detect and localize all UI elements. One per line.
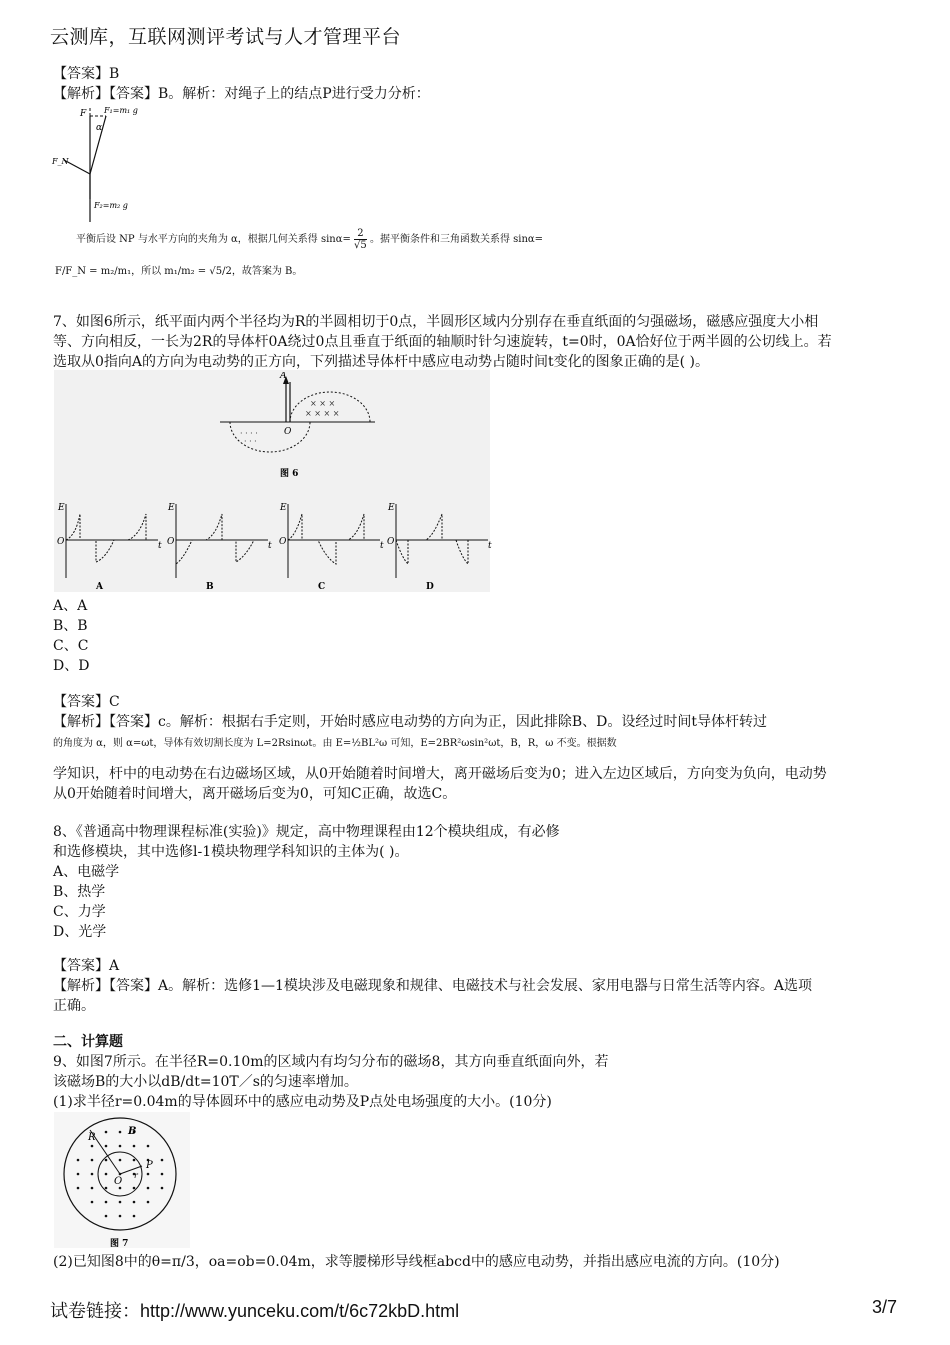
field-dot [133,1201,136,1204]
graph-D-axis-E: E [388,503,395,513]
label-F1: F₁=m₁ g [104,106,138,115]
fig7-label-O: O [114,1176,123,1187]
graph-D-curve [396,514,468,564]
field-dot [119,1187,122,1190]
field-dot [105,1145,108,1148]
field-dot [105,1173,108,1176]
q7-option-c: C、C [53,638,89,654]
page-number: 3/7 [872,1297,898,1317]
field-dot [119,1201,122,1204]
q7-analysis-1: 【解析】【答案】c。解析：根据右手定则，开始时感应电动势的方向为正，因此排除B、D。设经过时间t导体杆转过 [53,714,767,730]
svg-text:× × ×: × × × [310,399,336,408]
q6-eq-line2: F/F_N = m₂/m₁，所以 m₁/m₂ = √5/2，故答案为 B。 [55,266,303,277]
force-diagram [50,104,170,224]
fig7-label-R: R [88,1132,96,1143]
footer-link-label: 试卷链接： [50,1301,140,1321]
field-dot [133,1187,136,1190]
field-dot [105,1159,108,1162]
fig6-label-A: A [280,372,287,381]
graph-B-label: B [206,582,214,592]
q8-option-b: B、热学 [53,884,106,900]
field-dot [119,1131,122,1134]
graph-A-axis-O: O [57,537,65,547]
field-dot [105,1187,108,1190]
graph-D-label: D [426,582,434,592]
graph-D-axis-O: O [387,537,395,547]
q8-analysis-2: 正确。 [53,998,95,1014]
graph-B-curve [176,514,254,564]
q8-analysis-1: 【解析】【答案】A。解析：选修1—1模块涉及电磁现象和规律、电磁技术与社会发展、家用电器与日常生活等内容。A选项 [53,978,813,994]
field-dot [105,1215,108,1218]
field-dot [161,1173,164,1176]
field-dot [91,1159,94,1162]
graph-B-axis-O: O [167,537,175,547]
field-dot [119,1215,122,1218]
q9-stem-1: 9、如图7所示。在半径R=0.10m的区域内有均匀分布的磁场8，其方向垂直纸面向外，若 [53,1054,609,1070]
q9-part-1: (1)求半径r=0.04m的导体圆环中的感应电动势及P点处电场强度的大小。(10分) [53,1094,552,1110]
field-dot [77,1187,80,1190]
q8-stem-1: 8、《普通高中物理课程标准(实验)》规定，高中物理课程由12个模块组成，有必修 [53,824,560,840]
q8-answer: 【答案】A [53,958,120,974]
label-F2: F₂=m₂ g [94,201,128,210]
graph-C-curve [288,514,364,564]
q9-part-2: (2)已知图8中的θ=π/3，oa=ob=0.04m，求等腰梯形导线框abcd中的感应电动势，并指出感应电流的方向。(10分) [53,1254,780,1270]
field-dot [133,1145,136,1148]
footer-link[interactable] [50,1297,459,1323]
q7-option-b: B、B [53,618,88,634]
field-dot [119,1159,122,1162]
fig7-caption: 图 7 [110,1239,129,1249]
svg-text:· · · ·: · · · · [240,429,258,438]
field-dot [77,1173,80,1176]
q8-option-a: A、电磁学 [53,864,120,880]
label-F: F [80,109,87,119]
field-dot [91,1201,94,1204]
field-dot [91,1145,94,1148]
field-dot [91,1187,94,1190]
field-dot [161,1159,164,1162]
graph-A-axis-t: t [158,541,162,551]
field-dot [133,1215,136,1218]
field-dot [147,1173,150,1176]
q7-stem-3: 选取从0指向A的方向为电动势的正方向，下列描述导体杆中感应电动势占随时间t变化的图象正确的是( )。 [53,354,710,370]
q7-stem-1: 7、如图6所示，纸平面内两个半径均为R的半圆相切于0点，半圆形区域内分别存在垂直纸面的匀强磁场，磁感应强度大小相 [53,314,819,330]
field-dot [147,1145,150,1148]
field-dot [119,1145,122,1148]
fig7-label-r: r [134,1171,138,1180]
label-alpha: α [96,123,103,133]
q7-analysis-3: 学知识，杆中的电动势在右边磁场区域，从0开始随着时间增大，离开磁场后变为0；进入左边区域后，方向变为负向，电动势 [53,766,827,782]
field-dot [119,1173,122,1176]
q8-options [53,862,119,942]
q7-option-d: D、D [53,658,90,674]
graph-C-axis-t: t [380,541,384,551]
graph-A-label: A [96,582,103,592]
q7-options [53,596,89,676]
q7-stem-2: 等、方向相反，一长为2R的导体杆0A绕过0点且垂直于纸面的轴顺时针匀速旋转，t=0时，0A恰好位于两半圆的公切线上。若 [53,334,832,350]
fig7-label-P: P [146,1160,153,1171]
field-dot [147,1187,150,1190]
fig6-label-O: O [284,427,292,437]
q8-option-c: C、力学 [53,904,106,920]
graph-B-axis-E: E [168,503,175,513]
graph-C-axis-O: O [279,537,287,547]
label-FN: F_N [52,157,69,166]
q6-analysis: 【解析】【答案】B。解析：对绳子上的结点P进行受力分析： [53,86,430,102]
graph-A-axis-E: E [58,503,65,513]
q7-option-a: A、A [53,598,88,614]
field-dot [161,1187,164,1190]
field-dot [133,1159,136,1162]
graph-A-curve [66,514,146,562]
graph-B-axis-t: t [268,541,272,551]
figure-7 [54,1112,194,1252]
q9-stem-2: 该磁场B的大小以dB/dt=10T／s的匀速率增加。 [53,1074,358,1090]
q8-stem-2: 和选修模块，其中选修l-1模块物理学科知识的主体为( )。 [53,844,409,860]
field-dot [77,1159,80,1162]
field-dot [105,1201,108,1204]
graph-C-axis-E: E [280,503,287,513]
q7-analysis-2: 的角度为 α，则 α=ωt，导体有效切割长度为 L=2Rsinωt。由 E=½BL²ω 可知，E=2BR²ωsin²ωt，B，R，ω 不变。根据数 [53,738,617,749]
field-dot [91,1173,94,1176]
svg-text:· · ·: · · · [244,437,257,446]
q7-analysis-4: 从0开始随着时间增大，离开磁场后变为0，可知C正确，故选C。 [53,786,457,802]
q7-answer: 【答案】C [53,694,120,710]
section-2-title: 二、计算题 [53,1034,123,1050]
fig7-label-B: B [128,1126,137,1137]
q6-answer: 【答案】B [53,66,120,82]
figure-6-graphs [54,500,494,592]
svg-text:× × × ×: × × × × [305,409,340,418]
footer-link-url[interactable]: http://www.yunceku.com/t/6c72kbD.html [140,1301,460,1321]
graph-C-label: C [318,582,326,592]
graph-D-axis-t: t [488,541,492,551]
q8-option-d: D、光学 [53,924,107,940]
fig6-caption: 图 6 [280,469,299,479]
page-header-title: 云测库，互联网测评考试与人才管理平台 [50,26,402,48]
figure-6-diagram [200,372,380,482]
field-dot [105,1131,108,1134]
q6-eq-line1: 平衡后设 NP 与水平方向的夹角为 α，根据几何关系得 sinα= $\frac{2}{√5}$ 。据平衡条件和三角函数关系得 sinα= [76,228,544,251]
field-dot [147,1201,150,1204]
